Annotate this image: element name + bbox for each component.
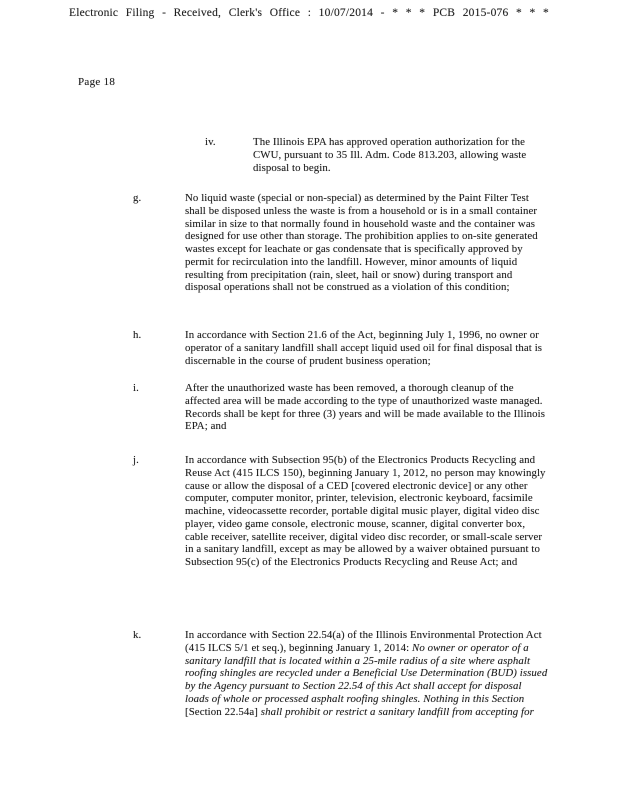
list-item-i-marker: i. — [133, 382, 139, 394]
list-item-iv — [205, 136, 546, 174]
list-item-i — [133, 382, 548, 433]
list-item-j-text: In accordance with Subsection 95(b) of the Electronics Products Recycling and Reuse Act (415 ILCS 150), beginning January 1, 2012, no person may knowingly cause or allow the disposal of a CED [covered electronic device] or any other computer, computer monitor, printer, television, electronic keyboard, facsimile machine, videocassette recorder, portable digital music player, digital video disc player, video game console, electronic mouse, scanner, digital converter box, cable receiver, satellite receiver, digital video disc recorder, or small-scale server in a sanitary landfill, except as may be allowed by a waiver obtained pursuant to Subsection 95(c) of the Electronics Products Recycling and Reuse Act; and — [185, 454, 546, 568]
list-item-k-text — [185, 629, 548, 718]
list-item-iv-text: The Illinois EPA has approved operation authorization for the CWU, pursuant to 35 Ill. Adm. Code 813.203, allowing waste disposal to begin. — [253, 136, 527, 174]
list-item-h-marker: h. — [133, 329, 142, 341]
list-item-k-italic-main: No owner or operator of a sanitary landfill that is located within a 25-mile radius of a site where asphalt roofing shingles are recycled under a Beneficial Use Determination (BUD) issued by the Agency pursuant to Section 22.54 of this Act shall accept for disposal loads of whole or processed asphalt roofing shingles. Nothing in this Section — [185, 641, 548, 705]
list-item-k-italic-tail: shall prohibit or restrict a sanitary landfill from accepting for — [257, 705, 534, 718]
list-item-g — [133, 192, 548, 294]
list-item-k — [133, 629, 548, 718]
list-item-k-marker: k. — [133, 629, 142, 641]
list-item-g-text: No liquid waste (special or non-special) as determined by the Paint Filter Test shall be disposed unless the waste is from a household or is in a small container similar in size to that normally found in household waste and the container was designed for use other than storage. The prohibition applies to on-site generated wastes except for leachate or gas condensate that is specifically approved by permit for recirculation into the landfill. However, minor amounts of liquid resulting from precipitation (rain, sleet, hail or snow) during transport and disposal operations shall not be construed as a violation of this condition; — [185, 192, 538, 294]
page-number-label: Page 18 — [78, 76, 116, 88]
list-item-k-bracket: [Section 22.54a] — [185, 705, 258, 718]
electronic-filing-header: Electronic Filing - Received, Clerk's Office : 10/07/2014 - * * * PCB 2015-076 * * * — [68, 7, 549, 19]
list-item-h-text: In accordance with Section 21.6 of the Act, beginning July 1, 1996, no owner or operator of a sanitary landfill shall accept liquid used oil for final disposal that is discernable in the course of prudent business operation; — [185, 329, 543, 367]
list-item-h — [133, 329, 548, 367]
list-item-k-intro: In accordance with Section 22.54(a) of the Illinois Environmental Protection Act (415 ILCS 5/1 et seq.), beginning January 1, 2014: — [185, 629, 542, 654]
list-item-j — [133, 454, 548, 569]
list-item-g-marker: g. — [133, 192, 142, 204]
list-item-i-text: After the unauthorized waste has been removed, a thorough cleanup of the affected area will be made according to the type of unauthorized waste managed. Records shall be kept for three (3) years and will be made available to the Illinois EPA; and — [185, 382, 546, 433]
list-item-j-marker: j. — [133, 454, 139, 466]
list-item-iv-marker: iv. — [205, 136, 216, 148]
